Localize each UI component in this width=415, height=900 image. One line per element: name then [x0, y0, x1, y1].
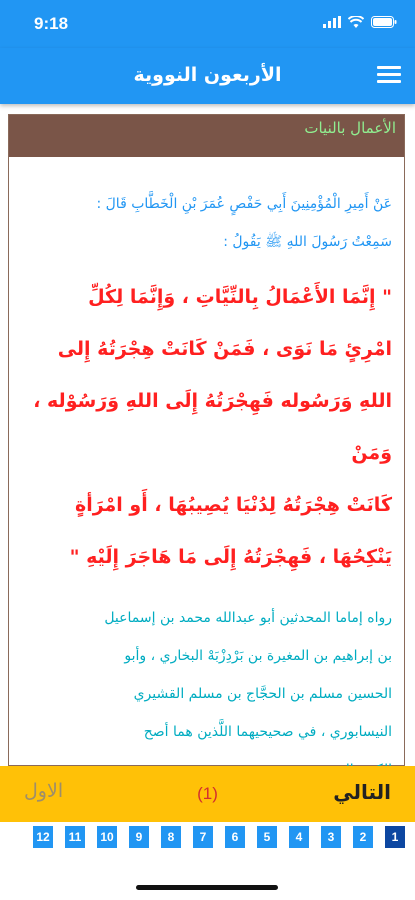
page-button[interactable]: 6: [225, 826, 245, 848]
intro-line: عَنْ أَمِيرِ الْمُؤْمِنِينَ أَبِي حَفْصٍ عُمَرَ بْنِ الْخَطَّابِ قَالَ :: [96, 196, 392, 212]
narration-line: النيسابوري ، في صحيحيهما اللَّذين هما أصح: [143, 724, 392, 740]
page-button[interactable]: 4: [289, 826, 309, 848]
hadith-text: [9, 271, 404, 583]
page-button[interactable]: 11: [65, 826, 85, 848]
page-selector: [0, 826, 415, 848]
app-bar: [0, 48, 415, 104]
page-button[interactable]: 9: [129, 826, 149, 848]
page-button[interactable]: 5: [257, 826, 277, 848]
battery-icon: [371, 16, 397, 28]
page-button[interactable]: 8: [161, 826, 181, 848]
page-button[interactable]: 1: [385, 826, 405, 848]
wifi-icon: [348, 16, 364, 28]
page-title: الأربعون النووية: [133, 64, 282, 86]
hadith-title: الأعمال بالنيات: [9, 115, 404, 157]
page-button[interactable]: 3: [321, 826, 341, 848]
hadith-counter: (1): [197, 784, 218, 803]
hadith-line: امْرِئٍ مَا نَوَى ، فَمَنْ كَانَتْ هِجْرَتُهُ إِلى: [57, 338, 392, 360]
first-button[interactable]: الاول: [24, 780, 64, 802]
hamburger-menu-icon[interactable]: [377, 66, 401, 86]
narration-line: الحسين مسلم بن الحجَّاج بن مسلم القشيري: [133, 686, 392, 702]
status-time: 9:18: [34, 14, 69, 33]
hadith-line: يَنْكِحُهَا ، فَهِجْرَتُهُ إِلَى مَا هَاجَرَ إِلَيْهِ ": [69, 546, 392, 568]
narration-line: بن إبراهيم بن المغيرة بن بَرْدِزْبَهْ البخاري ، وأبو: [124, 648, 392, 664]
page-button[interactable]: 2: [353, 826, 373, 848]
intro-line: سَمِعْتُ رَسُولَ اللهِ ﷺ يَقُولُ :: [223, 234, 392, 250]
cellular-signal-icon: [323, 16, 341, 28]
hadith-line: اللهِ وَرَسُوله فَهِجْرَتُهُ إِلَى اللهِ وَرَسُوْله ، وَمَنْ: [33, 390, 392, 464]
intro-text: [9, 185, 404, 261]
narration-line: رواه إماما المحدثين أبو عبدالله محمد بن إسماعيل: [104, 610, 392, 626]
next-button[interactable]: التالي: [333, 780, 391, 804]
status-bar: [0, 0, 415, 48]
home-indicator[interactable]: [136, 885, 278, 890]
page-button[interactable]: 10: [97, 826, 117, 848]
narration-text: [9, 599, 404, 789]
page-button[interactable]: 12: [33, 826, 53, 848]
hadith-line: " إِنَّمَا الأَعْمَالُ بِالنِّيَّاتِ ، وَإِنَّمَا لِكُلِّ: [88, 286, 392, 308]
hadith-card: [8, 114, 405, 766]
hadith-line: كَانَتْ هِجْرَتُهُ لِدُنْيَا يُصِيبُهَا ، أَو امْرَأةٍ: [74, 494, 392, 516]
page-button[interactable]: 7: [193, 826, 213, 848]
page-list: [33, 826, 405, 848]
navigation-bar: [0, 766, 415, 822]
status-icons: [323, 16, 397, 28]
